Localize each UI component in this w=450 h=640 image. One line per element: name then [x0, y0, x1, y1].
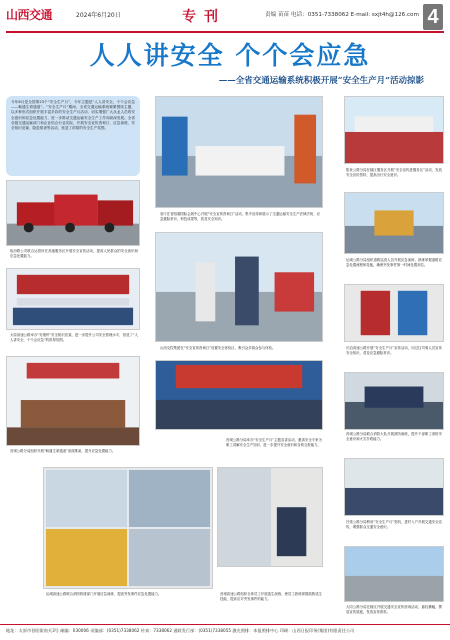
caption-c11: 长治高速公路开展“安全生产月”宣传活动，向过往司乘人员宣传安全知识，普及应急避险常识。	[346, 346, 442, 355]
newspaper-logo: 山西交通	[6, 8, 53, 22]
caption-c12: 晋城公路分局联合消防大队开展消防演练，提升干部职工消防安全意识和火灾扑救能力。	[346, 432, 442, 441]
headline-subtitle: ——全省交通运输系统积极开展“安全生产月”活动掠影	[218, 76, 424, 86]
village-image	[345, 459, 443, 515]
photo-hall	[195, 432, 323, 434]
photo-evacuation	[217, 467, 323, 567]
stage-image	[156, 361, 322, 429]
photo-meeting-room	[6, 356, 140, 446]
headline-title: 人人讲安全 个个会应急	[89, 41, 371, 70]
fire-drill-image	[345, 373, 443, 429]
caption-c9: 阳泉公路分局在辖区服务区开展“安全宣传进服务区”活动，发放安全宣传资料，提高出行安全意识。	[346, 168, 442, 177]
footer: 地址：太原市晋阳街南关3号 邮编：030006 采编部：(0351)7338062 传真：7338062 通联发行部：(0351)7338055 激光照排：本报照排中心 印刷：山西日报印务(集团)有限责任公司	[0, 624, 450, 640]
column-title: 专刊	[182, 9, 226, 25]
exhibition-image	[156, 97, 322, 207]
photo-booth	[344, 284, 444, 342]
drill-image	[44, 468, 212, 588]
photo-fire-drill	[344, 372, 444, 430]
photo-knowledge-contest	[6, 268, 140, 330]
caption-c6: 晋城公路分局举办“安全生产月”主题宣讲活动，邀请安全专家为职工讲解安全生产知识，进一步提升安全意识和自救互救能力。	[226, 438, 322, 447]
caption-c4: 山西交控集团在“安全宣传咨询日”设置安全体验区，吸引众多群众参与体验。	[160, 346, 276, 350]
caption-c3: 省厅在晋阳湖国际会展中心开展“安全宣传咨询日”活动，集中宣传和展示了交通运输安全生产法律法规、应急避险常识、科技成果等，普及安全知识。	[160, 212, 320, 221]
photo-tug-of-war	[155, 232, 323, 342]
photo-stage	[155, 360, 323, 430]
contest-image	[7, 269, 139, 329]
evacuation-image	[218, 468, 322, 566]
caption-c8: 晋城高速公路组织全体员工开展逃生演练，使员工熟练掌握疏散逃生技能，提高应对突发事件的能力。	[220, 592, 322, 601]
meeting-image	[7, 357, 139, 445]
caption-c2: 太原高速公路举办“安康杯”安全知识竞赛，进一步提升公司安全管理水平，营造了“人人讲安全，个个会应急”的浓厚氛围。	[10, 333, 138, 342]
photo-exhibition	[155, 96, 323, 208]
caption-c7: 运城高速公路联合消防救援部门开展应急演练，提高突发事件应急处置能力。	[46, 592, 162, 596]
masthead	[0, 0, 450, 36]
photo-drill-grid	[43, 467, 213, 589]
caption-c10: 运城公路分局组织道路巡查人员开展应急演练，熟练掌握道路应急处置流程和技能，确保突发事件第一时间处置到位。	[346, 258, 442, 267]
photo-road-drill	[344, 192, 444, 254]
caption-c13: 吕梁公路分局利用“安全生产月”契机，进村入户开展交通安全宣传，增强群众交通安全意识。	[346, 520, 442, 529]
photo-trucks	[6, 180, 140, 246]
booth-image	[345, 285, 443, 341]
photo-village	[344, 458, 444, 516]
caption-c1: 临汾路公司联合运管所在高速服务区开展安全宣传活动，提高人民群众的安全意识和应急处置能力。	[10, 249, 138, 258]
road-drill-image	[345, 193, 443, 253]
caption-c5: 晋城公路分局组织开展“畅通生命通道”桌面推演，提升应急处置能力。	[10, 449, 116, 453]
header-rule	[6, 31, 444, 33]
photo-outdoor	[344, 546, 444, 602]
editor-info: 责编 苗苗 电话：0351-7338062 E-mail: sxjt4h@126.com	[265, 12, 419, 18]
page-number: 4	[423, 4, 443, 30]
service-area-image	[345, 97, 443, 163]
intro-text: 今年6月是全国第23个“安全生产月”，今年主题是“人人讲安全，个个会应急——畅通生命通道”。“安全生产月”期间，全省交通运输系统紧紧围绕主题，以多种形式组织开展丰富多彩的安全生产月活动，切实增强广大从业人员的安全意识和应急处置能力，进一步推动交通运输安全生产工作向纵深发展。全省各级交通运输部门和企业结合行业实际，开展安全宣传咨询日、应急演练、安全知识竞赛、隐患排查等活动，营造了浓厚的安全生产氛围。	[6, 96, 140, 176]
caption-c15: 大同公路分局在辖区开展交通安全宣传咨询活动，悬挂横幅，摆放宣传展板，发放宣传资料。	[346, 605, 442, 614]
issue-date: 2024年6月20日	[76, 12, 121, 19]
trucks-image	[7, 181, 139, 245]
outdoor-image	[345, 547, 443, 601]
photo-service-area	[344, 96, 444, 164]
experience-image	[156, 233, 322, 341]
